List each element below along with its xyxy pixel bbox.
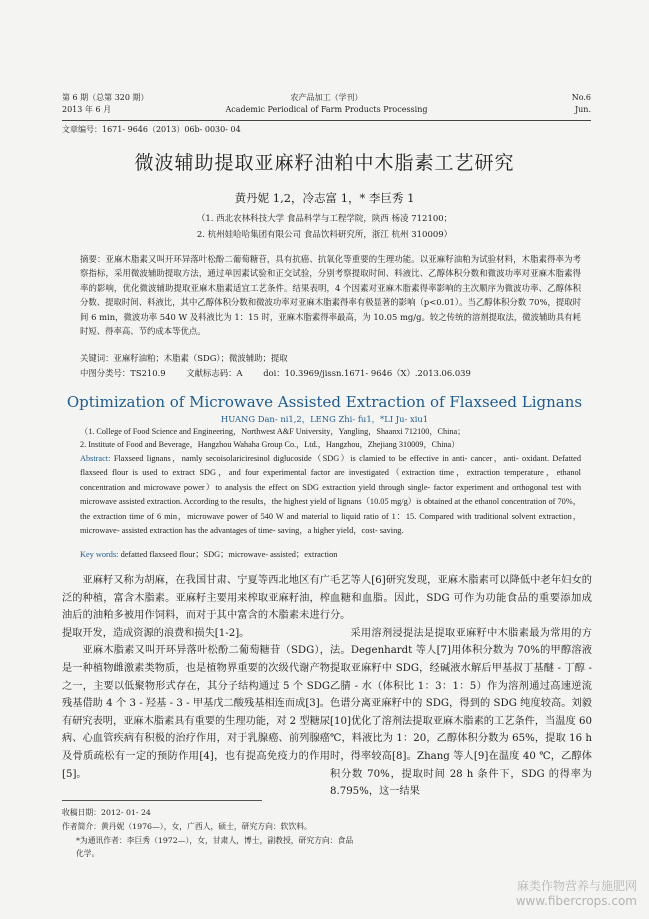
body-column-left	[62, 572, 330, 783]
english-title: Optimization of Microwave Assisted Extraction of Flaxseed Lignans	[66, 393, 583, 411]
english-abstract	[80, 452, 581, 538]
keywords-label: Key words:	[80, 550, 119, 559]
affiliation-1: （1. 西北农林科技大学 食品科学与工程学院，陕西 杨凌 712100；	[196, 214, 453, 224]
english-affiliation-2: 2. Institute of Food and Beverage，Hangzhou Wahaha Group Co.，Ltd.，Hangzhou，Zhejiang 310009，China）	[80, 440, 460, 449]
document-code: 文献标志码：A	[186, 368, 243, 378]
watermark	[516, 879, 637, 909]
watermark-name: 麻类作物营养与施肥网	[516, 879, 637, 893]
issue-number: 第 6 期（总第 320 期）	[62, 93, 149, 102]
abstract-label: Abstract:	[80, 454, 111, 463]
clc-number: 中图分类号：TS210.9	[80, 368, 166, 378]
footnote-corresponding: *为通讯作者：李巨秀（1972—），女，甘肃人，博士，副教授，研究方向：食品化学。	[76, 836, 354, 858]
watermark-url: www.fibercrops.com	[515, 894, 637, 908]
article-number: 文章编号：1671- 9646（2013）06b- 0030- 04	[62, 125, 241, 134]
author-list: 黄丹妮 1,2，冷志富 1，* 李巨秀 1	[234, 191, 415, 205]
footnote-rule	[62, 800, 262, 801]
body-paragraph: 亚麻木脂素又叫开环异落叶松酚二葡萄糖苷（SDG），是一种植物雌激素类物质，也是植物界重要的次级代谢产物之一，主要以低聚物形式存在，其分子结构通过 5 个 SDG 残基借助 4 个 3 - 羟基 - 3 - 甲基戊二酸残基相连而成[3]。有研究表明，亚麻木脂素具有重要的生理功能，对 2 型糖尿病、心血管疾病有积极的治疗作用，对于乳腺癌、前列腺癌及骨质疏松有一定的预防作用[4]，也有提高免疫力的作用[5]。	[62, 645, 330, 780]
paper-title: 微波辅助提取亚麻籽油粕中木脂素工艺研究	[134, 152, 515, 174]
issue-date: 2013 年 6 月	[62, 105, 112, 114]
doi: doi：10.3969/jissn.1671- 9646（X）.2013.06.039	[263, 368, 471, 378]
journal-name-en: Academic Periodical of Farm Products Processing	[225, 105, 428, 114]
month-en: Jun.	[574, 105, 591, 114]
issue-no-en: No.6	[571, 93, 591, 102]
footnote-received: 收稿日期：2012- 01- 24	[62, 808, 151, 817]
journal-name-cn: 农产品加工（学刊）	[290, 93, 363, 102]
english-keywords	[80, 548, 581, 560]
english-affiliation-1: （1. College of Food Science and Engineering，Northwest A&F University，Yangling，Shaanxi 712100，China；	[80, 427, 466, 436]
footnote-author: 作者简介：黄丹妮（1976—），女，广西人，硕士，研究方向：软饮料。	[62, 822, 312, 831]
body-paragraph: 亚麻籽又称为胡麻，在我国甘肃、宁夏等西北地区有广泛的种植，富含木脂素。亚麻籽主要用来榨取亚麻籽油，榨油后的油粕多被用作饲料，而对于其中富含的木脂素未进行提取开发，造成资源的浪费和损失[1-2]。	[62, 575, 330, 639]
body-column-right	[330, 572, 592, 801]
header-rule	[62, 120, 591, 121]
classification-line	[80, 367, 581, 379]
affiliation-2: 2. 杭州娃哈哈集团有限公司 食品饮料研究所，浙江 杭州 310009）	[196, 230, 453, 240]
english-keywords-text: defatted flaxseed flour；SDG；microwave- assisted；extraction	[120, 550, 338, 559]
abstract-cn: 摘要：亚麻木脂素又叫开环异落叶松酚二葡萄糖苷，具有抗癌、抗氧化等重要的生理功能。以亚麻籽油粕为试验材料，木脂素得率为考察指标，采用微波辅助提取方法，通过单因素试验和正交试验，分别考察提取时间、料液比、乙醇体积分数和微波功率对亚麻木脂素得率的影响，优化微波辅助提取亚麻木脂素适宜工艺条件。结果表明，4 个因素对亚麻木脂素得率影响的主次顺序为微波功率、乙醇体积分数、提取时间、料液比，其中乙醇体积分数和微波功率对亚麻木脂素得率有极显著的影响（p<0.01）。当乙醇体积分数 70%，提取时间 6 min，微波功率 540 W 及料液比为 1：15 时，亚麻木脂素得率最高，为 10.05 mg/g。较之传统的溶剂提取法，微波辅助具有耗时短、得率高、节约成本等优点。	[80, 254, 581, 337]
keywords-cn: 关键词：亚麻籽油粕；木脂素（SDG）；微波辅助；提取	[80, 353, 288, 363]
english-abstract-text: Flaxseed lignans，namly secoisolariciresinol diglucoside（SDG）is clamied to be effective in anti- cancer，anti- oxidant. Defatted flaxseed flour is used to extract SDG，and four experimental factor are investigated（extraction time，extraction temperature，ethanol concentration and microwave power）to analysis the effect on SDG extraction yield through single- factor experiment and orthogonal test with microwave assisted extraction. According to the results，the highest yield of lignans（10.05 mg/g）is obtained at the ethanol concentration of 70%，the extraction time of 6 min，microwave power of 540 W and material to liquid ratio of 1：15. Compared with traditional solvent extraction，microwave- assisted extraction has the advantages of time- saving，a higher yield，cost- saving.	[80, 454, 581, 536]
body-paragraph: 采用溶剂浸提法是提取亚麻籽中木脂素最为常用的方法。Degenhardt 等人[7]用体积分数为 70%的甲醇溶液提取亚麻籽中 SDG，经碱液水解后甲基叔丁基醚 - 丁醇 - 乙腈 - 水（体积比 1：3：1：5）作为溶剂通过高速逆流色谱分离亚麻籽中的 SDG，得到的 SDG 纯度较高。刘毅[10]优化了溶剂法提取亚麻木脂素的工艺条件，当温度 60 ℃，料液比为 1：20，乙醇体积分数为 65%，提取 16 h 时，得率较高[8]。Zhang 等人[9]在温度 40 ℃，乙醇体积分数 70%，提取时间 28 h 条件下，SDG 的得率为 8.795%，这一结果	[330, 627, 592, 798]
body-paragraph: 毛艺等人[6]研究发现，亚麻木脂素可以降低中老年妇女的血糖和血脂。因此，SDG 可作为功能食品的重要添加成分。	[330, 575, 592, 622]
english-authors: HUANG Dan- ni1,2，LENG Zhi- fu1，*LI Ju- xiu1	[220, 414, 429, 424]
